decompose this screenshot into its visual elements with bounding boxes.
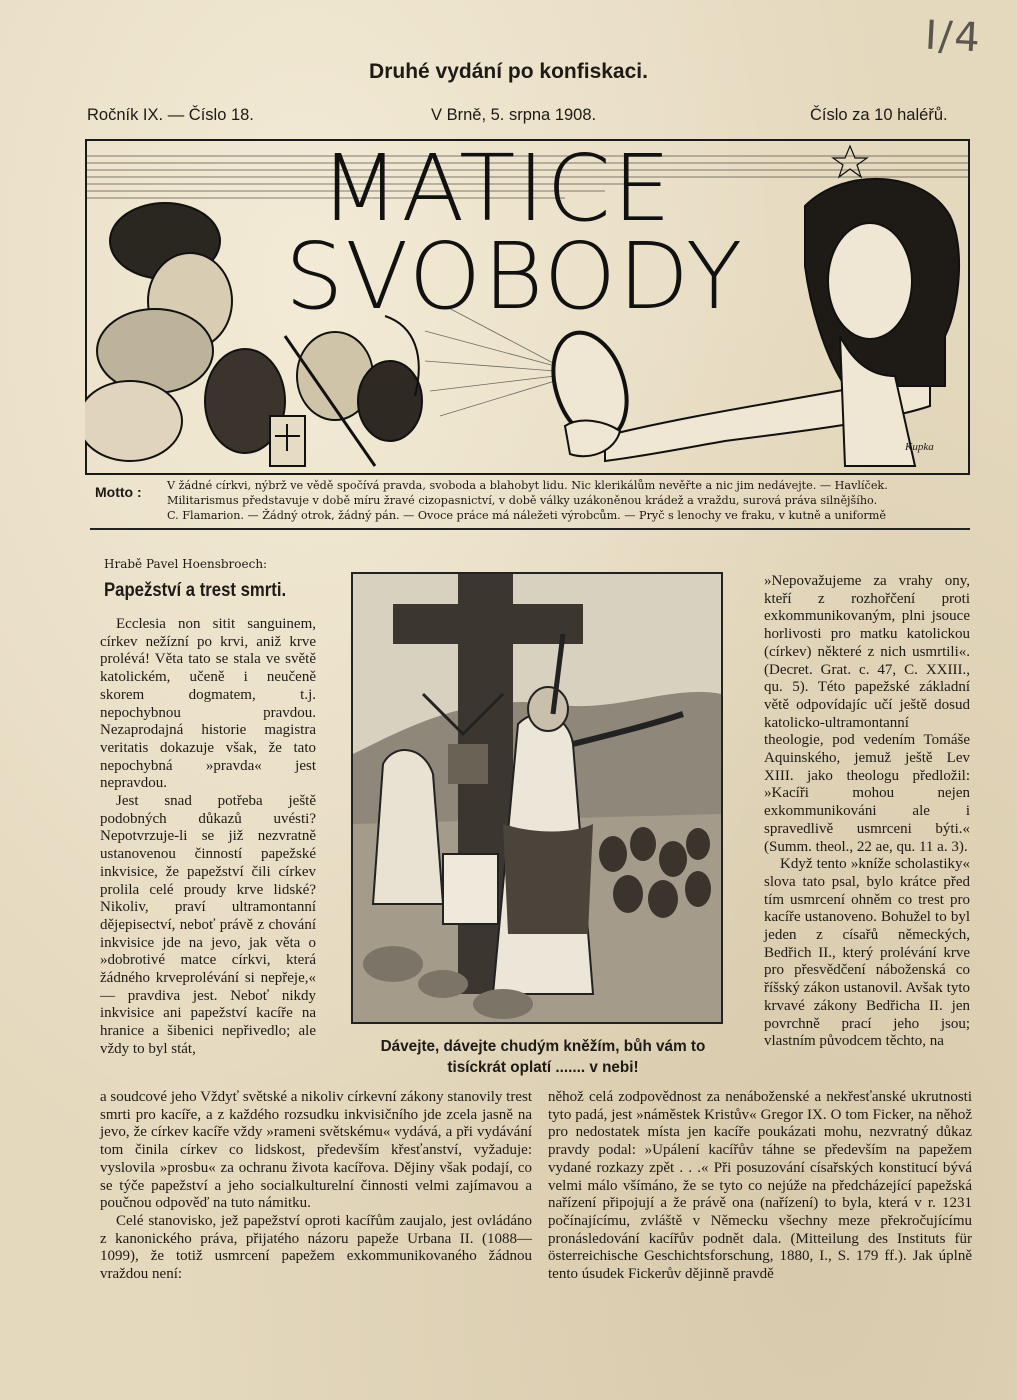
masthead	[85, 136, 970, 476]
motto-line-1: V žádné církvi, nýbrž ve vědě spočívá pravda, svoboda a blahobyt lidu. Nic klerikálům nevěřte a nic jim nedávejte. — Havlíček.	[167, 479, 888, 492]
illustration-caption: Dávejte, dávejte chudým kněžím, bůh vám to tisíckrát oplatí ....... v nebi!	[380, 1038, 706, 1076]
masthead-title-line1: MATICE	[320, 135, 673, 242]
cartoon-illustration	[351, 572, 723, 1024]
volume-issue: Ročník IX. — Číslo 18.	[87, 106, 254, 124]
article-paragraph: a soudcové jeho Vždyť světské a nikoliv církevní zákony stanovily trest smrti pro kacíře, a z každého rozsudku inkvisičního jde zcela jasně na jevo, že církev kacíře vždy »rameni světskému« vydává, a při vydávání tom činila církev co lidskost, především křesťanství, vyžaduje: vyslovila »prosbu« za ochranu života kacířova. Dějiny však podají, co se týče papežství a jeho socialkulturelní činnosti velmi zajímavou a poučnou odpověď na tuto námitku.	[100, 1089, 532, 1212]
article-paragraph: Ecclesia non sitit sanguinem, církev nežízní po krvi, aniž krve prolévá! Věta tato se stala ve světě katolickém, učeně i neučeně skorem dogmatem, t.j. nepochybnou pravdou. Nezaprodajná historie magistra veritatis dokazuje však, že tato nepochybná »pravda« jest nepravdou.	[100, 616, 316, 792]
article-paragraph: něhož celá zodpovědnost za nenáboženské a nekřesťanské ukrutnosti tyto padá, jest »náměstek Kristův« Gregor IX. O tom Ficker, na něhož pro nedostatek místa jen kacíře poukázati mohu, nezvratný důkaz pravdy podal: »Upálení kacířův táhne se především na papežem vydané rozkazy zpět . . .« Při posuzování císařských konstitucí bývá velmi málo všímáno, že se tyto co nejúže na předcházející papežská nařízení připojují a že právě ona (nařízení) to byla, která v r. 1231 počínajícímu, zvláště v Německu všechny meze překročujícímu pronásledování kacířův podnět dala. (Mitteilung des Instituts für österreichische Geschichtsforschung, 1880, I., S. 179 ff.). Jak úplně tento úsudek Fickerův dějinně pravdě	[548, 1089, 972, 1283]
article-paragraph: Celé stanovisko, jež papežství oproti kacířům zaujalo, jest ovládáno z kanonického práva, přijatého názoru papeže Urbana II. (1088—1099), že totiž usmrcení papežem exkommunikovaného žádnou vraždou není:	[100, 1212, 532, 1283]
article-lower-column-2	[548, 1089, 972, 1284]
article-lower-column-1	[100, 1089, 532, 1284]
motto-line-3: C. Flamarion. — Žádný otrok, žádný pán. — Ovoce práce má náležeti výrobcům. — Pryč s lenochy ve fraku, v kutně a uniformě	[167, 509, 887, 522]
cartoon-drawing	[353, 574, 721, 1022]
article-title: Papežství a trest smrti.	[104, 580, 287, 601]
place-date: V Brně, 5. srpna 1908.	[431, 106, 597, 124]
motto-divider	[90, 528, 970, 530]
article-paragraph: Jest snad potřeba ještě podobných důkazů uvésti? Nepotvrzuje-li se již nezvratně ustanovenou činností papežské inkvisice, že papežství čili církev prolila celé proudy krve lidské? Nikoliv, praví ultramontanní dějepisectví, neboť právě z chování inkvisice jde na jevo, jak věta o »dobrotivé matce církvi, která žádného krveprolévání si nepřeje,« — pravdiva jest. Neboť nikdy inkvisice ani papežství kacíře na hranice a šibenici nepřivedlo; ale vždy to byl stát,	[100, 793, 316, 1057]
article-column-3	[764, 573, 970, 1051]
article-byline: Hrabě Pavel Hoensbroech:	[104, 557, 268, 571]
artist-signature: Kupka	[905, 441, 934, 453]
article-column-1	[100, 616, 316, 1059]
issue-price: Číslo za 10 haléřů.	[810, 106, 948, 124]
article-paragraph: »Nepovažujeme za vrahy ony, kteří z rozhořčení proti exkommunikovaným, plni jsouce horlivosti pro matku katolickou (církev) některé z nich usmrtili«. (Decret. Grat. c. 47, C. XXIII., qu. 5). Této papežské základní větě odpovídajíc učí ještě dosud katolicko-ultramontanní theologie, pod vedením Tomáše Aquinského, jemuž ještě Lev XIII. jako theologu předložil: »Kacíři mohou nejen exkommunikováni ale i spravedlivě usmrceni býti.« (Summ. theol., 22 ae, qu. 11 a. 3).	[764, 573, 970, 855]
handwritten-archive-note: I/4	[923, 12, 983, 62]
masthead-title-line2: SVOBODY	[285, 223, 745, 330]
article-paragraph: Když tento »kníže scholastiky« slova tato psal, bylo krátce před tím usmrcení ohněm co trest pro kacíře ustanoveno. Bohužel to byl jeden z císařů německých, Bedřich II., který prolévání krve pro přesvědčení náboženská co říšský zákon ustanovil. Avšak tyto krvavé zákony Bedřicha II. jen povrchně prací jeho jsou; vlastním původcem těchto, na	[764, 856, 970, 1050]
edition-notice: Druhé vydání po konfiskaci.	[369, 60, 648, 83]
motto-label: Motto :	[95, 484, 142, 500]
motto-line-2: Militarismus představuje v době míru žravé cizopasnictví, v době války uzákoněnou krádež a vraždu, surová práva silnějšího.	[167, 494, 878, 507]
